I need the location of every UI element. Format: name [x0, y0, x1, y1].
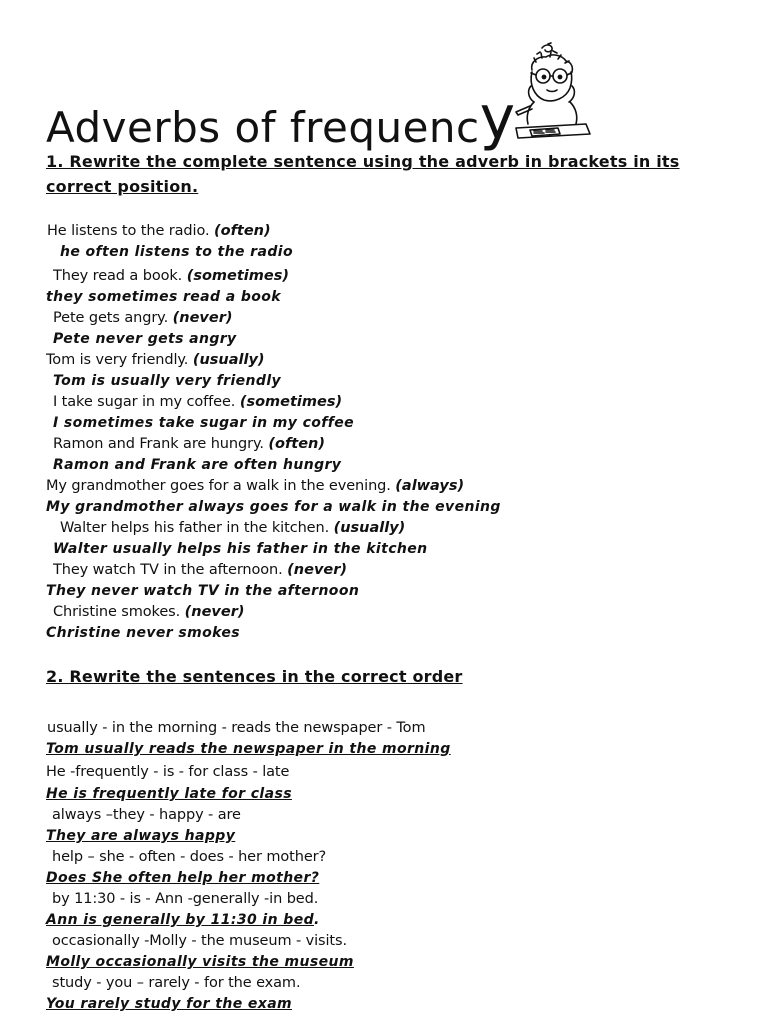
- exercise-1-answer-10: Christine never smokes: [46, 625, 240, 641]
- exercise-2-answer-7: You rarely study for the exam: [46, 996, 293, 1012]
- exercise-1-answer-7: My grandmother always goes for a walk in the evening: [46, 499, 501, 515]
- exercise-1-prompt-4: [46, 350, 265, 370]
- answer-text: Ann is generally by 11:30 in bed: [46, 912, 315, 928]
- page-title: [46, 83, 516, 154]
- exercise-1-prompt-2: [53, 266, 289, 286]
- exercise-1-answer-8: Walter usually helps his father in the kitchen: [53, 541, 428, 557]
- exercise-1-answer-5: I sometimes take sugar in my coffee: [53, 415, 355, 431]
- prompt-text: They read a book.: [53, 268, 187, 284]
- exercise-1-answer-4: Tom is usually very friendly: [53, 373, 282, 389]
- exercise-2-prompt-7: study - you – rarely - for the exam.: [52, 975, 301, 991]
- prompt-text: Pete gets angry.: [53, 310, 173, 326]
- exercise-1-prompt-7: [46, 476, 464, 496]
- section-1-heading-line-2: correct position.: [46, 177, 199, 196]
- adverb-cue: (often): [214, 223, 271, 239]
- prompt-text: He listens to the radio.: [47, 223, 214, 239]
- prompt-text: Walter helps his father in the kitchen.: [60, 520, 334, 536]
- exercise-1-answer-6: Ramon and Frank are often hungry: [53, 457, 342, 473]
- exercise-1-answer-9: They never watch TV in the afternoon: [46, 583, 360, 599]
- exercise-2-answer-4: Does She often help her mother?: [46, 870, 320, 886]
- exercise-2-prompt-1: usually - in the morning - reads the newspaper - Tom: [47, 720, 426, 736]
- section-1-heading-line-1: 1. Rewrite the complete sentence using the adverb in brackets in its: [46, 152, 680, 171]
- exercise-1-answer-1: he often listens to the radio: [60, 244, 293, 260]
- prompt-text: Ramon and Frank are hungry.: [53, 436, 269, 452]
- prompt-text: Tom is very friendly.: [46, 352, 193, 368]
- exercise-1-prompt-5: [53, 392, 342, 412]
- adverb-cue: (sometimes): [186, 268, 289, 284]
- exercise-1-prompt-6: [53, 434, 325, 454]
- answer-period: .: [314, 912, 320, 928]
- adverb-cue: (always): [395, 478, 465, 494]
- prompt-text: Christine smokes.: [53, 604, 185, 620]
- adverb-cue: (never): [287, 562, 348, 578]
- exercise-1-answer-3: Pete never gets angry: [53, 331, 237, 347]
- adverb-cue: (never): [172, 310, 233, 326]
- exercise-2-prompt-2: He -frequently - is - for class - late: [46, 764, 290, 780]
- exercise-1-prompt-10: [53, 602, 244, 622]
- adverb-cue: (usually): [192, 352, 265, 368]
- exercise-1-prompt-8: [60, 518, 405, 538]
- exercise-2-answer-5: [46, 910, 320, 930]
- page-title-main: Adverbs of frequenc: [46, 103, 480, 152]
- exercise-1-prompt-3: [53, 308, 232, 328]
- exercise-1-answer-2: they sometimes read a book: [46, 289, 282, 305]
- adverb-cue: (sometimes): [239, 394, 343, 410]
- exercise-2-answer-2: He is frequently late for class: [46, 786, 292, 802]
- adverb-cue: (usually): [333, 520, 406, 536]
- prompt-text: My grandmother goes for a walk in the evening.: [46, 478, 396, 494]
- exercise-2-prompt-3: always –they - happy - are: [52, 807, 241, 823]
- exercise-2-answer-3: They are always happy: [46, 828, 236, 844]
- adverb-cue: (often): [268, 436, 326, 452]
- exercise-2-prompt-5: by 11:30 - is - Ann -generally -in bed.: [52, 891, 319, 907]
- page-title-last-letter: y: [479, 83, 516, 153]
- exercise-1-prompt-9: [53, 560, 347, 580]
- prompt-text: I take sugar in my coffee.: [53, 394, 240, 410]
- section-2-heading: 2. Rewrite the sentences in the correct order: [46, 667, 463, 686]
- exercise-1-prompt-1: [47, 221, 271, 241]
- exercise-2-answer-6: Molly occasionally visits the museum: [46, 954, 354, 970]
- exercise-2-answer-1: Tom usually reads the newspaper in the morning: [46, 741, 451, 757]
- adverb-cue: (never): [184, 604, 245, 620]
- exercise-2-prompt-6: occasionally -Molly - the museum - visits.: [52, 933, 347, 949]
- prompt-text: They watch TV in the afternoon.: [53, 562, 288, 578]
- student-cartoon-icon: [512, 42, 592, 142]
- exercise-2-prompt-4: help – she - often - does - her mother?: [52, 849, 327, 865]
